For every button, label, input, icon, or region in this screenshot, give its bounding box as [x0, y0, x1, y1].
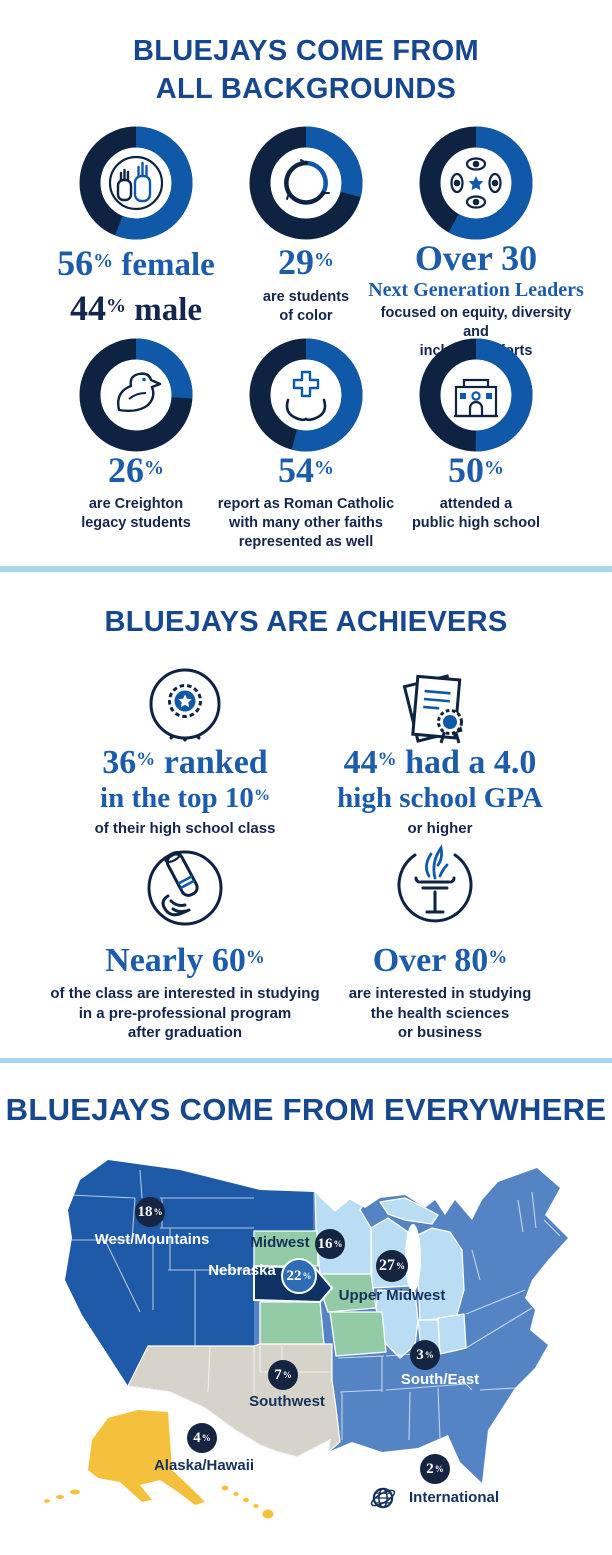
- school-icon: [445, 364, 507, 426]
- stat-students-of-color: 29%: [278, 242, 334, 282]
- gpa-stat: [315, 744, 565, 839]
- stat-health-business: Over 80%: [372, 942, 508, 979]
- stat-female: 56% female: [57, 243, 215, 283]
- health-business-stat: [315, 942, 565, 1043]
- stat-caption: are interested in studying: [348, 985, 532, 1002]
- stat-caption: with many other faiths: [229, 515, 383, 531]
- legacy-donut-chart: [79, 338, 193, 452]
- badge-international[interactable]: 2 %: [420, 1454, 450, 1484]
- stat-catholic: 54%: [278, 450, 334, 490]
- students-of-color-donut-chart: [249, 126, 363, 240]
- stat-caption: or higher: [407, 820, 473, 837]
- section-divider: [0, 1058, 612, 1063]
- catholic-donut-chart: [249, 338, 363, 452]
- label-west-mountains: West/Mountains: [94, 1231, 210, 1248]
- label-midwest: Midwest: [250, 1234, 310, 1251]
- stat-gpa: 44% had a 4.0: [343, 744, 537, 781]
- stat-caption: inclusion efforts: [419, 343, 533, 359]
- stat-caption: are students: [262, 289, 350, 305]
- stat-caption: of their high school class: [94, 820, 276, 837]
- torch-icon: [385, 838, 485, 943]
- stat-caption: attended a: [439, 496, 513, 512]
- badge-midwest[interactable]: 16 %: [315, 1229, 345, 1259]
- joined-hands-icon: [275, 152, 337, 214]
- top10-stat: [60, 744, 310, 839]
- stat-caption: focused on equity, diversity and: [380, 305, 572, 340]
- globe-icon: [369, 1484, 397, 1512]
- stat-male: 44% male: [69, 288, 203, 328]
- community-icon: [445, 152, 507, 214]
- stat-legacy: 26%: [108, 450, 164, 490]
- badge-southwest[interactable]: 7 %: [268, 1360, 298, 1390]
- stat-caption: are Creighton: [88, 496, 184, 512]
- section-divider: [0, 566, 612, 572]
- label-upper-midwest: Upper Midwest: [338, 1287, 446, 1304]
- stat-gpa-line2: high school GPA: [337, 782, 543, 814]
- backgrounds-title-line2: ALL BACKGROUNDS: [155, 73, 457, 105]
- stat-ranked-line2: in the top 10%: [100, 782, 270, 814]
- stat-leaders: Over 30: [414, 238, 538, 278]
- stat-preprofessional: Nearly 60%: [105, 942, 265, 979]
- us-map-svg: [20, 1140, 595, 1550]
- badge-upper-midwest[interactable]: 27 %: [376, 1250, 408, 1282]
- stat-caption: the health sciences: [370, 1004, 510, 1022]
- preprofessional-stat: [45, 942, 325, 1043]
- hands-cross-icon: [275, 364, 337, 426]
- gender-donut-chart: [79, 126, 193, 240]
- backgrounds-title-line1: BLUEJAYS COME FROM: [133, 35, 479, 67]
- stat-caption: represented as well: [238, 534, 374, 550]
- stat-caption: public high school: [411, 515, 541, 531]
- achievers-title: BLUEJAYS ARE ACHIEVERS: [104, 606, 508, 638]
- label-alaska-hawaii: Alaska/Hawaii: [153, 1457, 255, 1474]
- label-southwest: Southwest: [249, 1393, 325, 1410]
- badge-south-east[interactable]: 3 %: [410, 1340, 440, 1370]
- stat-ranked: 36% ranked: [102, 744, 268, 781]
- dove-icon: [105, 364, 167, 426]
- map-title: BLUEJAYS COME FROM EVERYWHERE: [5, 1092, 607, 1127]
- region-hawaii[interactable]: [222, 1486, 274, 1519]
- leaders-donut-chart: [419, 126, 533, 240]
- stat-public-school: 50%: [448, 450, 504, 490]
- us-region-map: [20, 1140, 595, 1550]
- label-nebraska: Nebraska: [208, 1262, 276, 1279]
- badge-nebraska[interactable]: 22 %: [281, 1258, 317, 1294]
- stat-caption: report as Roman Catholic: [217, 496, 395, 512]
- stat-caption: of color: [279, 308, 333, 324]
- badge-alaska-hawaii[interactable]: 4 %: [187, 1423, 217, 1453]
- label-south-east: South/East: [400, 1371, 480, 1388]
- hand-scroll-icon: [135, 838, 235, 943]
- public-school-donut-chart: [419, 338, 533, 452]
- stat-caption: of the class are interested in studying: [50, 985, 320, 1002]
- public-school-stat: [376, 450, 576, 533]
- stat-leaders-subtitle: Next Generation Leaders: [368, 279, 584, 301]
- stat-caption: after graduation: [127, 1024, 243, 1041]
- label-international: International: [408, 1489, 500, 1506]
- badge-west-mountains[interactable]: 18 %: [135, 1197, 165, 1227]
- stat-caption: in a pre-professional program: [78, 1004, 292, 1022]
- stat-caption: legacy students: [81, 515, 191, 531]
- raised-hands-icon: [105, 152, 167, 214]
- stat-caption: or business: [397, 1024, 483, 1041]
- lake-michigan: [405, 1224, 421, 1292]
- backgrounds-title: [0, 32, 612, 108]
